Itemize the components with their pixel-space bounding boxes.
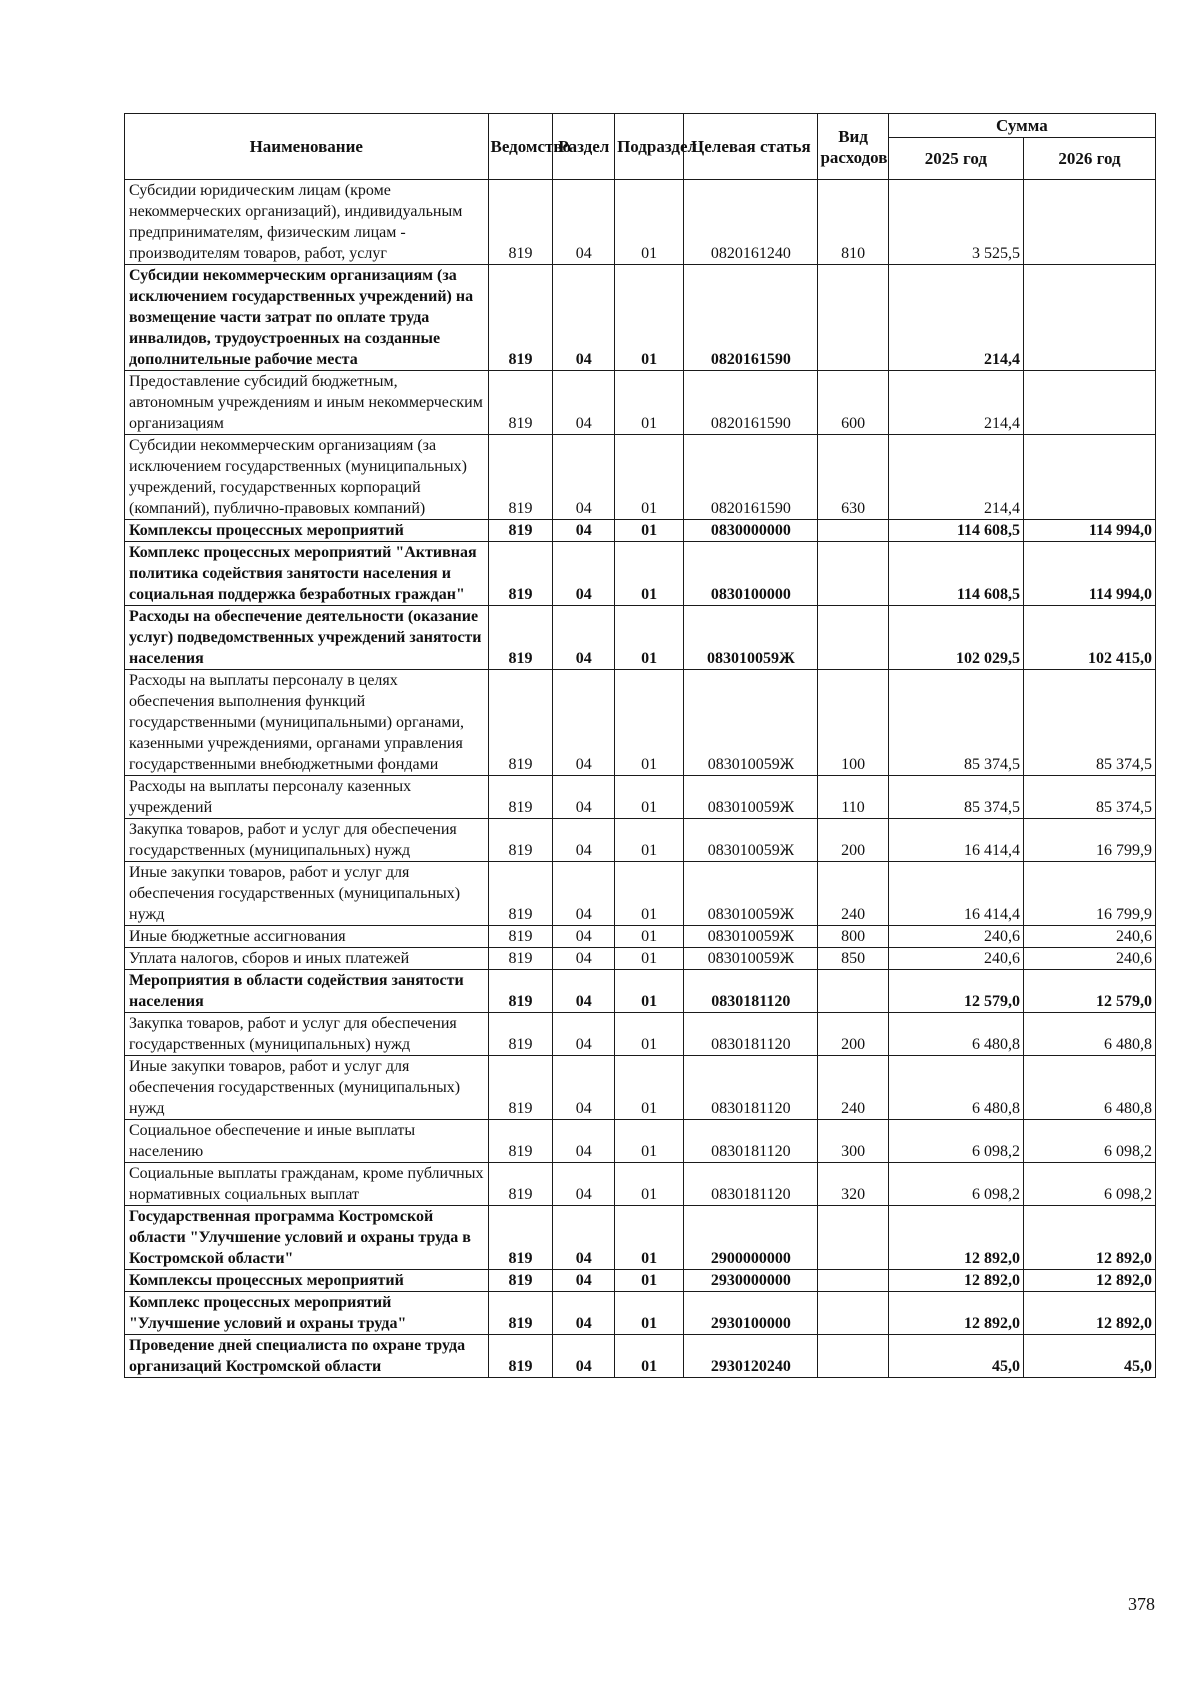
cell-name: Закупка товаров, работ и услуг для обеспечения государственных (муниципальных) нужд: [125, 1013, 489, 1056]
header-expense-type: Вид расходов: [818, 114, 888, 180]
table-row: [125, 1013, 1156, 1056]
cell-vedomstvo: 819: [488, 862, 553, 926]
cell-razdel: 04: [553, 180, 615, 265]
cell-target-article: 2930100000: [684, 1292, 818, 1335]
cell-name: Расходы на обеспечение деятельности (оказание услуг) подведомственных учреждений занятости населения: [125, 606, 489, 670]
cell-name: Уплата налогов, сборов и иных платежей: [125, 948, 489, 970]
cell-target-article: 0830181120: [684, 970, 818, 1013]
cell-target-article: 083010059Ж: [684, 862, 818, 926]
cell-amount-2025: 6 480,8: [888, 1013, 1023, 1056]
cell-name: Мероприятия в области содействия занятости населения: [125, 970, 489, 1013]
cell-vedomstvo: 819: [488, 606, 553, 670]
cell-vedomstvo: 819: [488, 1335, 553, 1378]
cell-podrazdel: 01: [615, 670, 684, 776]
cell-expense-type: 300: [818, 1120, 888, 1163]
cell-razdel: 04: [553, 371, 615, 435]
cell-name: Иные закупки товаров, работ и услуг для обеспечения государственных (муниципальных) нужд: [125, 862, 489, 926]
table-row: [125, 926, 1156, 948]
table-row: [125, 1206, 1156, 1270]
cell-name: Иные закупки товаров, работ и услуг для обеспечения государственных (муниципальных) нужд: [125, 1056, 489, 1120]
table-row: [125, 180, 1156, 265]
cell-vedomstvo: 819: [488, 948, 553, 970]
cell-name: Проведение дней специалиста по охране труда организаций Костромской области: [125, 1335, 489, 1378]
cell-podrazdel: 01: [615, 1163, 684, 1206]
cell-name: Государственная программа Костромской области "Улучшение условий и охраны труда в Костромской области": [125, 1206, 489, 1270]
cell-razdel: 04: [553, 1335, 615, 1378]
cell-target-article: 0820161590: [684, 265, 818, 371]
header-podrazdel: Подраздел: [615, 114, 684, 180]
cell-target-article: 083010059Ж: [684, 670, 818, 776]
cell-name: Социальное обеспечение и иные выплаты населению: [125, 1120, 489, 1163]
table-row: [125, 371, 1156, 435]
cell-vedomstvo: 819: [488, 819, 553, 862]
cell-razdel: 04: [553, 1270, 615, 1292]
cell-target-article: 083010059Ж: [684, 926, 818, 948]
cell-expense-type: 850: [818, 948, 888, 970]
cell-amount-2025: 240,6: [888, 948, 1023, 970]
cell-amount-2025: 102 029,5: [888, 606, 1023, 670]
budget-table-container: [124, 113, 1156, 1378]
cell-podrazdel: 01: [615, 926, 684, 948]
cell-vedomstvo: 819: [488, 1120, 553, 1163]
cell-vedomstvo: 819: [488, 1206, 553, 1270]
cell-name: Комплекс процессных мероприятий "Активная политика содействия занятости населения и социальная поддержка безработных граждан": [125, 542, 489, 606]
cell-amount-2025: 240,6: [888, 926, 1023, 948]
cell-target-article: 2930120240: [684, 1335, 818, 1378]
cell-amount-2026: 12 892,0: [1023, 1292, 1155, 1335]
cell-razdel: 04: [553, 1013, 615, 1056]
cell-podrazdel: 01: [615, 948, 684, 970]
cell-amount-2026: 16 799,9: [1023, 862, 1155, 926]
cell-amount-2025: 3 525,5: [888, 180, 1023, 265]
cell-podrazdel: 01: [615, 970, 684, 1013]
cell-amount-2025: 6 098,2: [888, 1163, 1023, 1206]
cell-podrazdel: 01: [615, 1013, 684, 1056]
cell-vedomstvo: 819: [488, 1163, 553, 1206]
cell-target-article: 0830100000: [684, 542, 818, 606]
table-row: [125, 1292, 1156, 1335]
cell-expense-type: [818, 1270, 888, 1292]
cell-amount-2026: 12 579,0: [1023, 970, 1155, 1013]
cell-razdel: 04: [553, 606, 615, 670]
cell-podrazdel: 01: [615, 1120, 684, 1163]
cell-target-article: 083010059Ж: [684, 948, 818, 970]
cell-expense-type: 110: [818, 776, 888, 819]
cell-expense-type: [818, 520, 888, 542]
cell-amount-2026: 6 480,8: [1023, 1013, 1155, 1056]
cell-name: Предоставление субсидий бюджетным, автономным учреждениям и иным некоммерческим организациям: [125, 371, 489, 435]
cell-name: Субсидии некоммерческим организациям (за исключением государственных учреждений) на возмещение части затрат по оплате труда инвалидов, трудоустроенных на созданные дополнительные рабочие места: [125, 265, 489, 371]
cell-amount-2025: 114 608,5: [888, 520, 1023, 542]
cell-expense-type: 240: [818, 1056, 888, 1120]
cell-razdel: 04: [553, 1292, 615, 1335]
cell-amount-2026: 12 892,0: [1023, 1206, 1155, 1270]
cell-vedomstvo: 819: [488, 371, 553, 435]
cell-target-article: 0830000000: [684, 520, 818, 542]
cell-amount-2026: 85 374,5: [1023, 670, 1155, 776]
cell-razdel: 04: [553, 435, 615, 520]
table-row: [125, 542, 1156, 606]
cell-podrazdel: 01: [615, 819, 684, 862]
cell-expense-type: 200: [818, 819, 888, 862]
table-row: [125, 1120, 1156, 1163]
cell-target-article: 083010059Ж: [684, 819, 818, 862]
budget-table: [124, 113, 1156, 1378]
table-body: [125, 180, 1156, 1378]
cell-amount-2025: 45,0: [888, 1335, 1023, 1378]
cell-expense-type: 100: [818, 670, 888, 776]
cell-target-article: 083010059Ж: [684, 606, 818, 670]
header-target-article: Целевая статья: [684, 114, 818, 180]
table-header: [125, 114, 1156, 180]
cell-amount-2025: 214,4: [888, 265, 1023, 371]
cell-vedomstvo: 819: [488, 520, 553, 542]
cell-amount-2026: 12 892,0: [1023, 1270, 1155, 1292]
table-row: [125, 1335, 1156, 1378]
header-year-2025: 2025 год: [888, 138, 1023, 180]
cell-razdel: 04: [553, 1056, 615, 1120]
cell-target-article: 2900000000: [684, 1206, 818, 1270]
cell-podrazdel: 01: [615, 520, 684, 542]
cell-amount-2025: 16 414,4: [888, 819, 1023, 862]
table-row: [125, 435, 1156, 520]
cell-amount-2025: 16 414,4: [888, 862, 1023, 926]
table-row: [125, 1270, 1156, 1292]
cell-vedomstvo: 819: [488, 1013, 553, 1056]
cell-amount-2025: 12 892,0: [888, 1270, 1023, 1292]
cell-podrazdel: 01: [615, 180, 684, 265]
cell-expense-type: 630: [818, 435, 888, 520]
cell-target-article: 0820161240: [684, 180, 818, 265]
cell-name: Закупка товаров, работ и услуг для обеспечения государственных (муниципальных) нужд: [125, 819, 489, 862]
cell-name: Иные бюджетные ассигнования: [125, 926, 489, 948]
cell-name: Расходы на выплаты персоналу в целях обеспечения выполнения функций государственными (муниципальными) органами, казенными учреждениями, органами управления государственными внебюджетными фондами: [125, 670, 489, 776]
cell-expense-type: [818, 542, 888, 606]
cell-target-article: 2930000000: [684, 1270, 818, 1292]
cell-podrazdel: 01: [615, 1270, 684, 1292]
cell-razdel: 04: [553, 926, 615, 948]
cell-amount-2026: [1023, 435, 1155, 520]
cell-razdel: 04: [553, 970, 615, 1013]
cell-expense-type: [818, 1335, 888, 1378]
cell-amount-2026: 85 374,5: [1023, 776, 1155, 819]
cell-razdel: 04: [553, 670, 615, 776]
cell-amount-2026: 240,6: [1023, 948, 1155, 970]
cell-vedomstvo: 819: [488, 1056, 553, 1120]
cell-vedomstvo: 819: [488, 776, 553, 819]
cell-razdel: 04: [553, 1120, 615, 1163]
cell-vedomstvo: 819: [488, 542, 553, 606]
cell-razdel: 04: [553, 520, 615, 542]
cell-expense-type: 800: [818, 926, 888, 948]
cell-razdel: 04: [553, 862, 615, 926]
cell-razdel: 04: [553, 542, 615, 606]
cell-name: Социальные выплаты гражданам, кроме публичных нормативных социальных выплат: [125, 1163, 489, 1206]
cell-amount-2025: 114 608,5: [888, 542, 1023, 606]
cell-podrazdel: 01: [615, 1206, 684, 1270]
cell-target-article: 0830181120: [684, 1056, 818, 1120]
cell-expense-type: 320: [818, 1163, 888, 1206]
page-number: 378: [1128, 1594, 1155, 1614]
cell-expense-type: [818, 970, 888, 1013]
cell-amount-2026: 114 994,0: [1023, 520, 1155, 542]
cell-expense-type: 810: [818, 180, 888, 265]
cell-expense-type: [818, 265, 888, 371]
table-row: [125, 520, 1156, 542]
cell-amount-2026: 240,6: [1023, 926, 1155, 948]
cell-amount-2026: 6 098,2: [1023, 1163, 1155, 1206]
cell-vedomstvo: 819: [488, 180, 553, 265]
cell-podrazdel: 01: [615, 862, 684, 926]
header-year-2026: 2026 год: [1023, 138, 1155, 180]
cell-name: Комплекс процессных мероприятий "Улучшение условий и охраны труда": [125, 1292, 489, 1335]
table-row: [125, 265, 1156, 371]
cell-target-article: 0830181120: [684, 1120, 818, 1163]
cell-name: Комплексы процессных мероприятий: [125, 520, 489, 542]
table-row: [125, 606, 1156, 670]
cell-razdel: 04: [553, 265, 615, 371]
cell-target-article: 0830181120: [684, 1013, 818, 1056]
header-razdel: Раздел: [553, 114, 615, 180]
cell-expense-type: 200: [818, 1013, 888, 1056]
table-row: [125, 970, 1156, 1013]
cell-amount-2025: 12 892,0: [888, 1292, 1023, 1335]
cell-razdel: 04: [553, 819, 615, 862]
cell-amount-2026: 6 480,8: [1023, 1056, 1155, 1120]
cell-amount-2025: 214,4: [888, 435, 1023, 520]
header-vedomstvo: Ведомство: [488, 114, 553, 180]
header-name: Наименование: [125, 114, 489, 180]
table-row: [125, 1163, 1156, 1206]
cell-razdel: 04: [553, 1163, 615, 1206]
cell-amount-2026: [1023, 180, 1155, 265]
cell-razdel: 04: [553, 776, 615, 819]
cell-name: Субсидии юридическим лицам (кроме некоммерческих организаций), индивидуальным предпринимателям, физическим лицам - производителям товаров, работ, услуг: [125, 180, 489, 265]
cell-amount-2025: 6 480,8: [888, 1056, 1023, 1120]
cell-expense-type: 600: [818, 371, 888, 435]
table-row: [125, 1056, 1156, 1120]
cell-podrazdel: 01: [615, 1056, 684, 1120]
cell-vedomstvo: 819: [488, 265, 553, 371]
cell-podrazdel: 01: [615, 776, 684, 819]
table-row: [125, 819, 1156, 862]
cell-expense-type: [818, 606, 888, 670]
cell-amount-2026: 16 799,9: [1023, 819, 1155, 862]
cell-podrazdel: 01: [615, 371, 684, 435]
cell-target-article: 0820161590: [684, 435, 818, 520]
table-row: [125, 862, 1156, 926]
cell-vedomstvo: 819: [488, 670, 553, 776]
table-row: [125, 670, 1156, 776]
cell-razdel: 04: [553, 1206, 615, 1270]
header-summa: Сумма: [888, 114, 1155, 138]
cell-podrazdel: 01: [615, 1335, 684, 1378]
cell-amount-2025: 214,4: [888, 371, 1023, 435]
cell-vedomstvo: 819: [488, 1292, 553, 1335]
cell-vedomstvo: 819: [488, 435, 553, 520]
cell-razdel: 04: [553, 948, 615, 970]
cell-podrazdel: 01: [615, 435, 684, 520]
cell-amount-2026: 114 994,0: [1023, 542, 1155, 606]
cell-amount-2025: 6 098,2: [888, 1120, 1023, 1163]
cell-amount-2026: [1023, 265, 1155, 371]
cell-name: Субсидии некоммерческим организациям (за исключением государственных (муниципальных) учреждений, государственных корпораций (компаний), публично-правовых компаний): [125, 435, 489, 520]
cell-target-article: 0830181120: [684, 1163, 818, 1206]
cell-amount-2026: 45,0: [1023, 1335, 1155, 1378]
cell-amount-2025: 85 374,5: [888, 670, 1023, 776]
cell-amount-2025: 12 579,0: [888, 970, 1023, 1013]
table-row: [125, 776, 1156, 819]
cell-amount-2025: 12 892,0: [888, 1206, 1023, 1270]
cell-expense-type: [818, 1206, 888, 1270]
cell-amount-2025: 85 374,5: [888, 776, 1023, 819]
cell-podrazdel: 01: [615, 606, 684, 670]
cell-amount-2026: 102 415,0: [1023, 606, 1155, 670]
cell-name: Расходы на выплаты персоналу казенных учреждений: [125, 776, 489, 819]
cell-vedomstvo: 819: [488, 926, 553, 948]
cell-amount-2026: [1023, 371, 1155, 435]
cell-podrazdel: 01: [615, 542, 684, 606]
cell-expense-type: 240: [818, 862, 888, 926]
cell-podrazdel: 01: [615, 265, 684, 371]
cell-vedomstvo: 819: [488, 1270, 553, 1292]
cell-target-article: 0820161590: [684, 371, 818, 435]
cell-vedomstvo: 819: [488, 970, 553, 1013]
cell-amount-2026: 6 098,2: [1023, 1120, 1155, 1163]
cell-podrazdel: 01: [615, 1292, 684, 1335]
cell-target-article: 083010059Ж: [684, 776, 818, 819]
cell-expense-type: [818, 1292, 888, 1335]
cell-name: Комплексы процессных мероприятий: [125, 1270, 489, 1292]
table-row: [125, 948, 1156, 970]
